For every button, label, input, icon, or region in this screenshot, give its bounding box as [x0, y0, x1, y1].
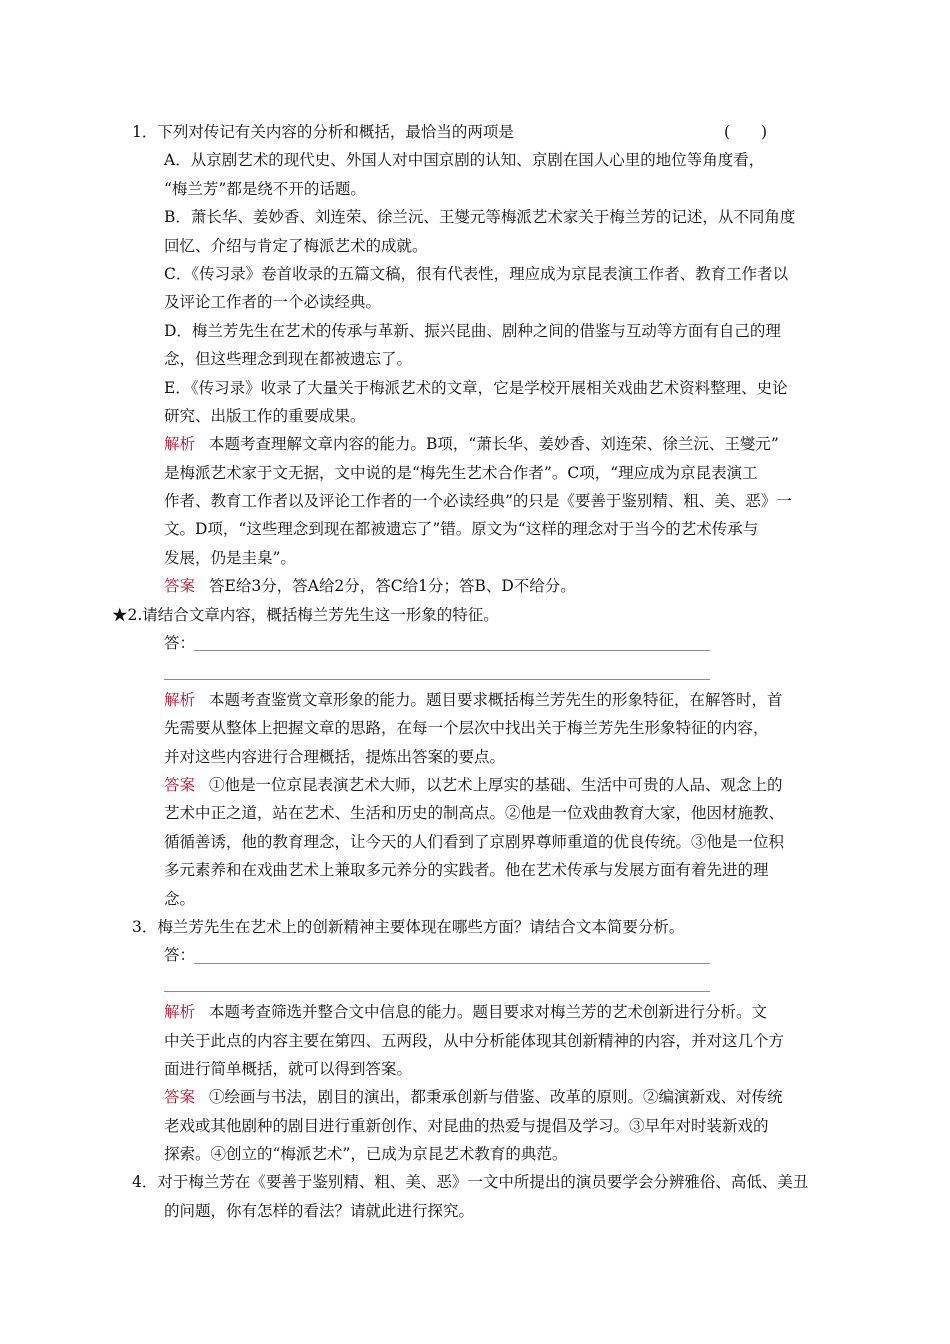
option-a-line-1: A．从京剧艺术的现代史、外国人对中国京剧的认知、京剧在国人心里的地位等角度看，: [164, 151, 765, 170]
analysis-1-line-4: 文。D项，“这些理念到现在都被遗忘了”错。原文为“这样的理念对于当今的艺术传承与: [164, 520, 759, 539]
analysis-2-line-3: 并对这些内容进行合理概括，提炼出答案的要点。: [164, 747, 506, 766]
question-4-line-2: 的问题，你有怎样的看法？请就此进行探究。: [164, 1201, 475, 1220]
answer-text: 答E给3分，答A给2分，答C给1分；答B、D不给分。: [209, 577, 576, 596]
answer-text: ①绘画与书法，剧目的演出，都秉承创新与借鉴、改革的原则。②编演新戏、对传统: [209, 1088, 783, 1107]
analysis-1-line-3: 作者、教育工作者以及评论工作者的一个必读经典”的只是《要善于鉴别精、粗、美、恶》一: [164, 492, 792, 511]
question-4-line-1: 4．对于梅兰芳在《要善于鉴别精、粗、美、恶》一文中所提出的演员要学会分辨雅俗、高低、美丑: [132, 1173, 809, 1192]
answer-2-line-4: 多元素养和在戏曲艺术上兼取多元养分的实践者。他在艺术传承与发展方面有着先进的理: [164, 861, 769, 880]
analysis-label: 解析: [164, 435, 196, 454]
analysis-text: 本题考查鉴赏文章形象的能力。题目要求概括梅兰芳先生的形象特征，在解答时，首: [209, 690, 783, 709]
answer-label: 答案: [164, 775, 196, 794]
answer-underline: [194, 650, 710, 651]
answer-3-line-3: 探索。④创立的“梅派艺术”，已成为京昆艺术教育的典范。: [164, 1145, 568, 1164]
answer-3-field-line-2[interactable]: [132, 970, 822, 998]
question-2-stem: [112, 601, 822, 629]
option-c-line-2: 及评论工作者的一个必读经典。: [164, 293, 382, 312]
answer-label: 答案: [164, 1088, 196, 1107]
answer-label: 答案: [164, 577, 196, 596]
answer-2-line-3: 循循善诱，他的教育理念，让今天的人们看到了京剧界尊师重道的优良传统。③他是一位积: [164, 832, 785, 851]
analysis-2-line-1: [132, 686, 822, 714]
question-content: [112, 118, 822, 1225]
answer-prompt: 答：: [164, 634, 196, 653]
question-3-stem: 3．梅兰芳先生在艺术上的创新精神主要体现在哪些方面？请结合文本简要分析。: [132, 917, 685, 936]
question-1-text: 1．下列对传记有关内容的分析和概括，最恰当的两项是: [132, 123, 514, 141]
option-d-line-1: D．梅兰芳先生在艺术的传承与革新、振兴昆曲、剧种之间的借鉴与互动等方面有自己的理: [164, 321, 781, 340]
analysis-1-line-2: 是梅派艺术家于文无据，文中说的是“梅先生艺术合作者”。C项，“理应成为京昆表演工: [164, 463, 758, 482]
analysis-3-line-1: [132, 998, 822, 1026]
analysis-3-line-2: 中关于此点的内容主要在第四、五两段，从中分析能体现其创新精神的内容，并对这几个方: [164, 1031, 785, 1050]
analysis-text: 本题考查筛选并整合文中信息的能力。题目要求对梅兰芳的艺术创新进行分析。文: [209, 1003, 768, 1022]
answer-1-line: [132, 572, 822, 600]
question-1-stem: [132, 118, 822, 146]
answer-text: ①他是一位京昆表演艺术大师，以艺术上厚实的基础、生活中可贵的人品、观念上的: [209, 775, 783, 794]
analysis-1-line-5: 发展，仍是圭臬”。: [164, 548, 296, 567]
answer-2-field-line-2[interactable]: [132, 657, 822, 685]
answer-prompt: 答：: [164, 946, 196, 965]
answer-2-line-5: 念。: [164, 889, 196, 908]
answer-underline: [164, 991, 710, 992]
answer-bracket: ( ): [724, 123, 768, 141]
answer-underline: [164, 679, 710, 680]
answer-underline: [194, 963, 710, 964]
star-icon: ★: [112, 605, 128, 624]
answer-3-line-2: 老戏或其他剧种的剧目进行重新创作、对昆曲的热爱与提倡及学习。③早年对时装新戏的: [164, 1116, 769, 1135]
analysis-text: 本题考查理解文章内容的能力。B项，“萧长华、姜妙香、刘连荣、徐兰沅、王燮元”: [209, 435, 779, 454]
option-a-line-2: “梅兰芳”都是绕不开的话题。: [164, 179, 366, 198]
answer-2-line-1: [132, 771, 822, 799]
option-e-line-1: E．《传习录》收录了大量关于梅派艺术的文章，它是学校开展相关戏曲艺术资料整理、史论: [164, 378, 788, 397]
analysis-label: 解析: [164, 690, 196, 709]
analysis-3-line-3: 面进行简单概括，就可以得到答案。: [164, 1059, 413, 1078]
option-d-line-2: 念，但这些理念到现在都被遗忘了。: [164, 350, 413, 369]
answer-2-field-line-1[interactable]: [132, 629, 822, 657]
analysis-label: 解析: [164, 1003, 196, 1022]
option-c-line-1: C．《传习录》卷首收录的五篇文稿，很有代表性，理应成为京昆表演工作者、教育工作者以: [164, 264, 789, 283]
option-b-line-2: 回忆、介绍与肯定了梅派艺术的成就。: [164, 236, 428, 255]
question-2-text: 2.请结合文章内容，概括梅兰芳先生这一形象的特征。: [127, 605, 499, 624]
analysis-2-line-2: 先需要从整体上把握文章的思路，在每一个层次中找出关于梅兰芳先生形象特征的内容，: [164, 719, 769, 738]
option-e-line-2: 研究、出版工作的重要成果。: [164, 406, 366, 425]
answer-3-line-1: [132, 1083, 822, 1111]
answer-2-line-2: 艺术中正之道，站在艺术、生活和历史的制高点。②他是一位戏曲教育大家，他因材施教、: [164, 804, 785, 823]
option-b-line-1: B．萧长华、姜妙香、刘连荣、徐兰沅、王燮元等梅派艺术家关于梅兰芳的记述，从不同角度: [164, 208, 796, 227]
answer-3-field-line-1[interactable]: [132, 941, 822, 969]
analysis-1-line-1: [132, 430, 822, 458]
